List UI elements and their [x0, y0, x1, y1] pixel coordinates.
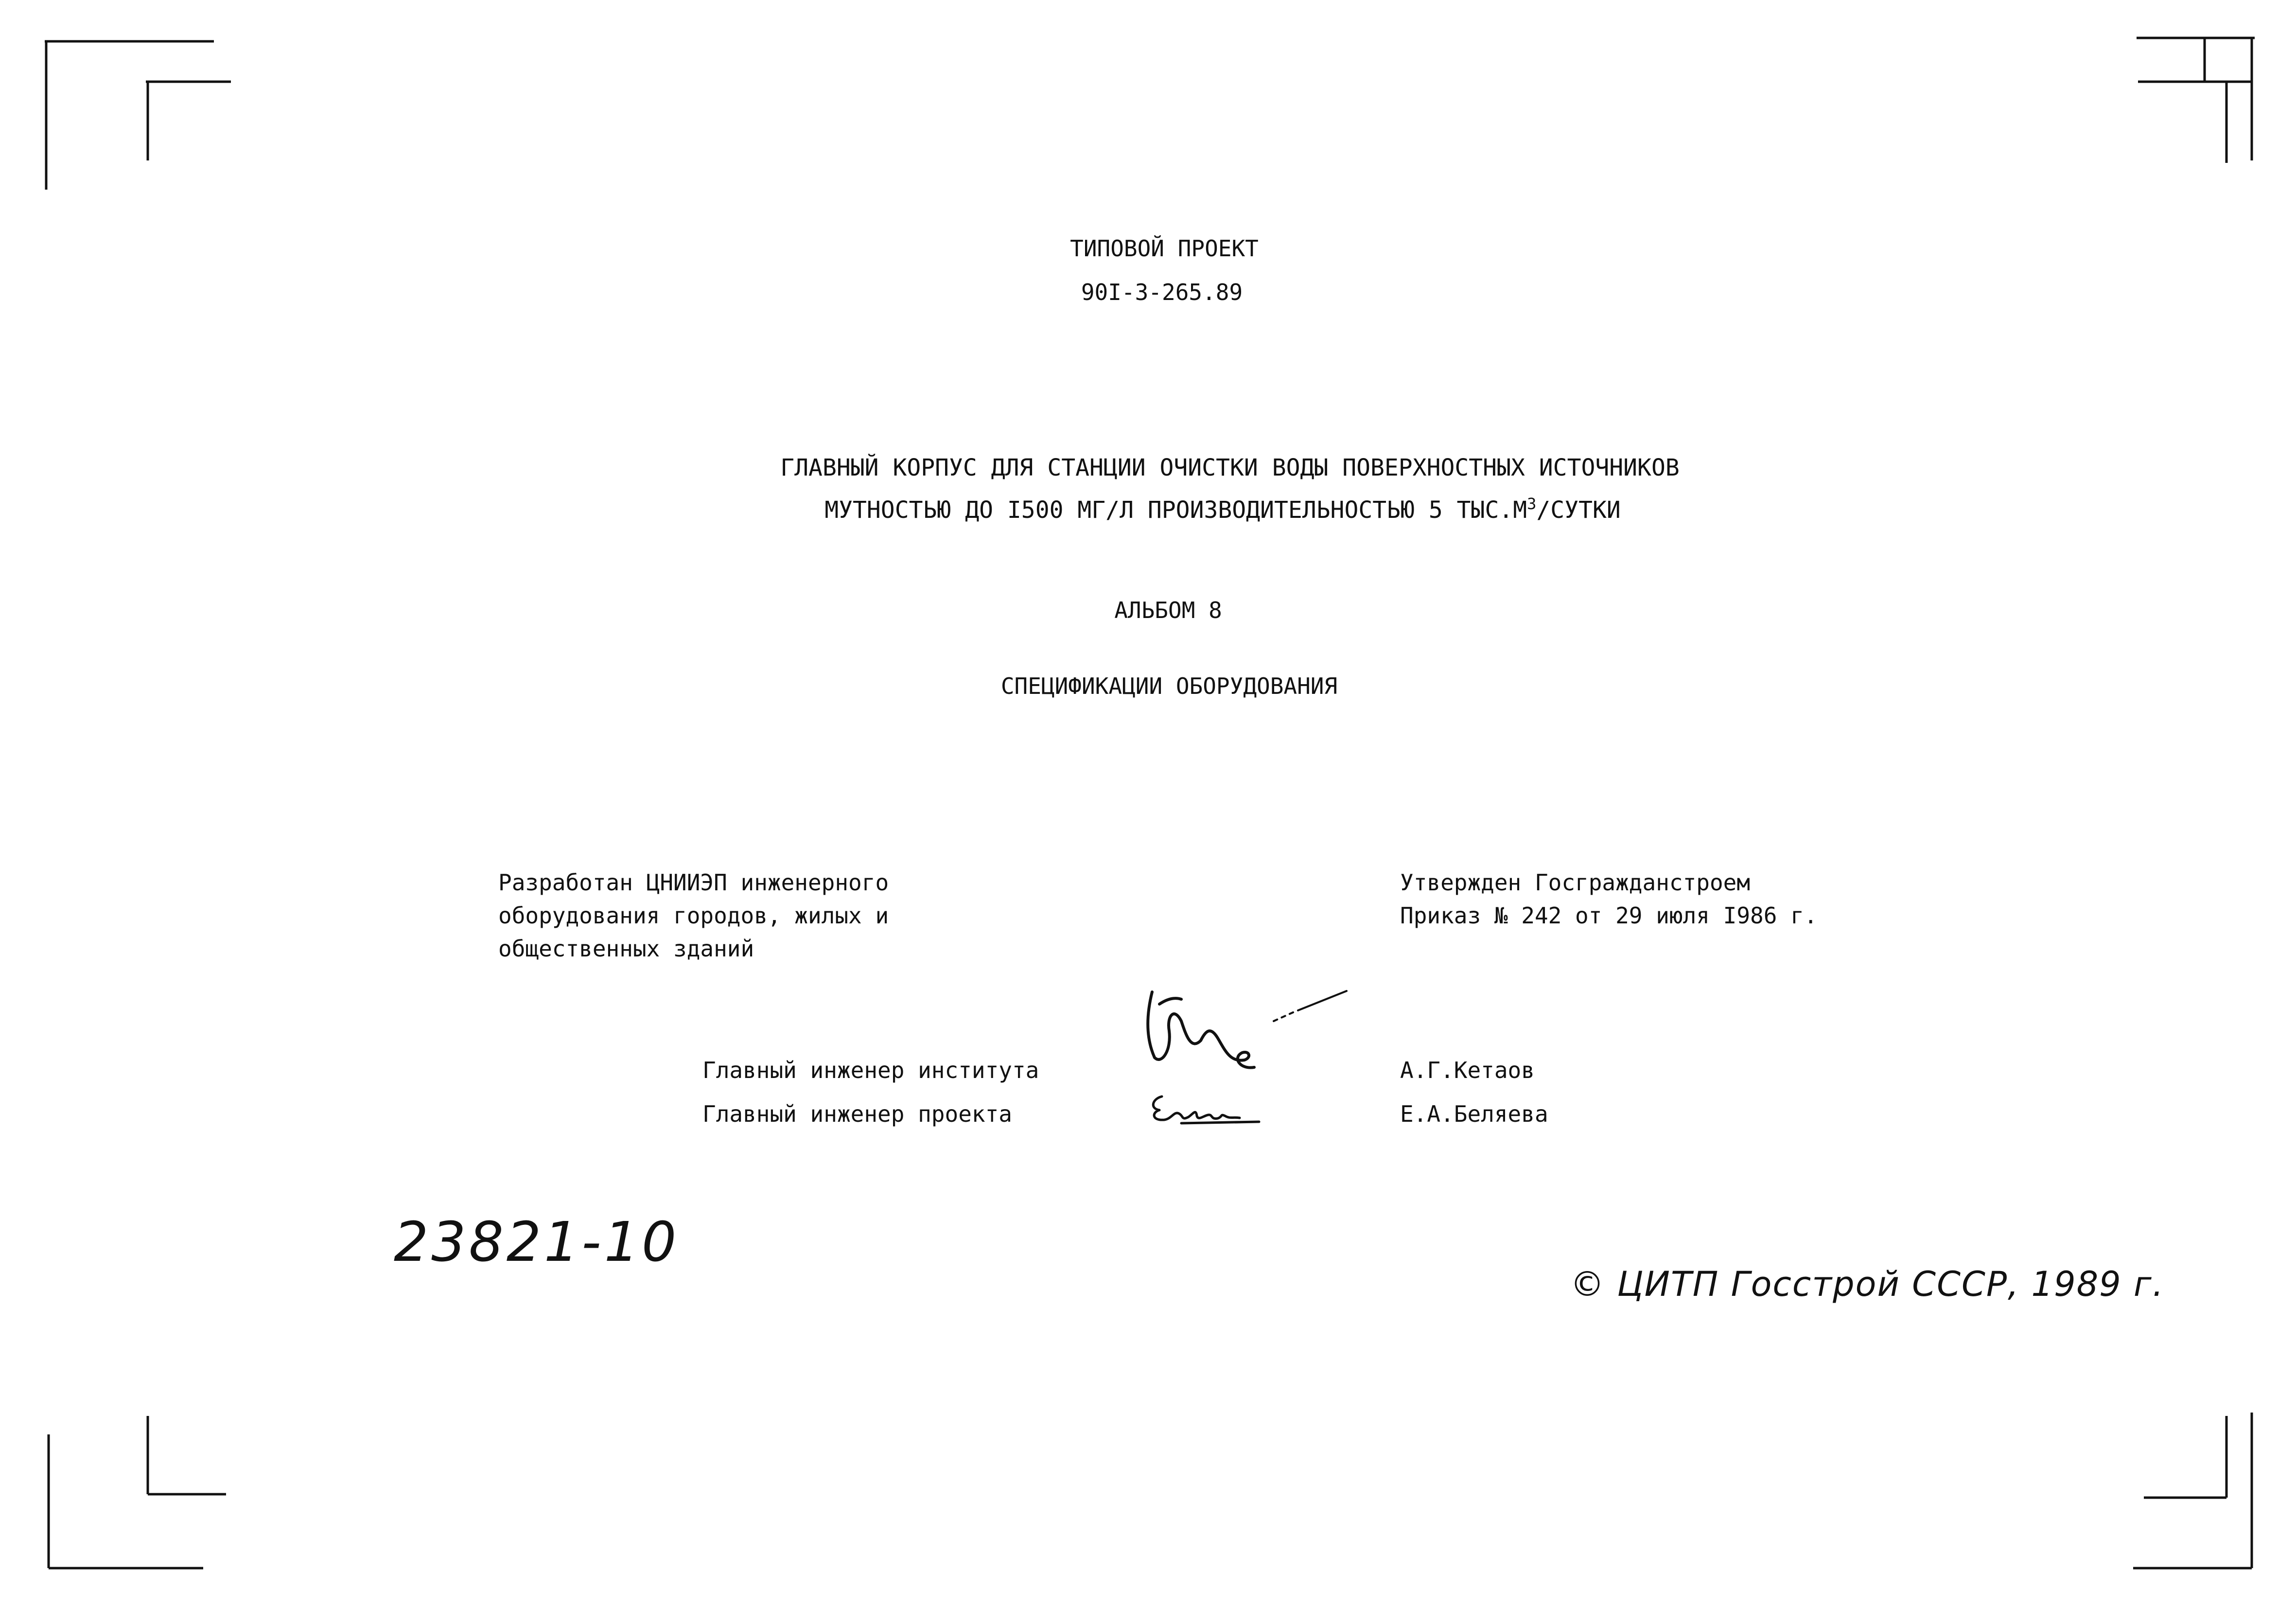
signature-chief-engineer-institute — [1133, 977, 1361, 1075]
signature-chief-engineer-project — [1142, 1087, 1269, 1131]
signatory-name-2: Е.А.Беляева — [1400, 1101, 1548, 1127]
title-line-2-superscript: 3 — [1527, 495, 1537, 513]
album-subject: СПЕЦИФИКАЦИИ ОБОРУДОВАНИЯ — [1000, 673, 1338, 699]
project-number: 90I-3-265.89 — [1081, 279, 1243, 305]
copyright-notice: © ЦИТП Госстрой СССР, 1989 г. — [1570, 1264, 2164, 1304]
signatory-name-1: А.Г.Кетаов — [1400, 1057, 1535, 1083]
title-line-2-tail: /СУТКИ — [1536, 496, 1621, 524]
inventory-number: 23821-10 — [394, 1211, 680, 1274]
approval-line-1: Утвержден Госгражданстроем — [1400, 869, 1751, 896]
title-line-2 — [824, 495, 1621, 524]
album-label: АЛЬБОМ 8 — [1114, 597, 1222, 623]
developer-line-2: оборудования городов, жилых и — [498, 902, 889, 929]
signatory-role-1: Главный инженер института — [702, 1057, 1039, 1083]
developer-line-1: Разработан ЦНИИЭП инженерного — [498, 869, 889, 896]
signatory-role-2: Главный инженер проекта — [702, 1101, 1012, 1127]
developer-line-3: общественных зданий — [498, 936, 754, 962]
project-type: ТИПОВОЙ ПРОЕКТ — [1070, 235, 1259, 262]
title-line-2-main: МУТНОСТЬЮ ДО I500 МГ/Л ПРОИЗВОДИТЕЛЬНОСТЬЮ 5 ТЫС.М — [824, 496, 1527, 524]
title-line-1: ГЛАВНЫЙ КОРПУС ДЛЯ СТАНЦИИ ОЧИСТКИ ВОДЫ ПОВЕРХНОСТНЫХ ИСТОЧНИКОВ — [780, 454, 1680, 481]
approval-line-2: Приказ № 242 от 29 июля I986 г. — [1400, 902, 1818, 929]
